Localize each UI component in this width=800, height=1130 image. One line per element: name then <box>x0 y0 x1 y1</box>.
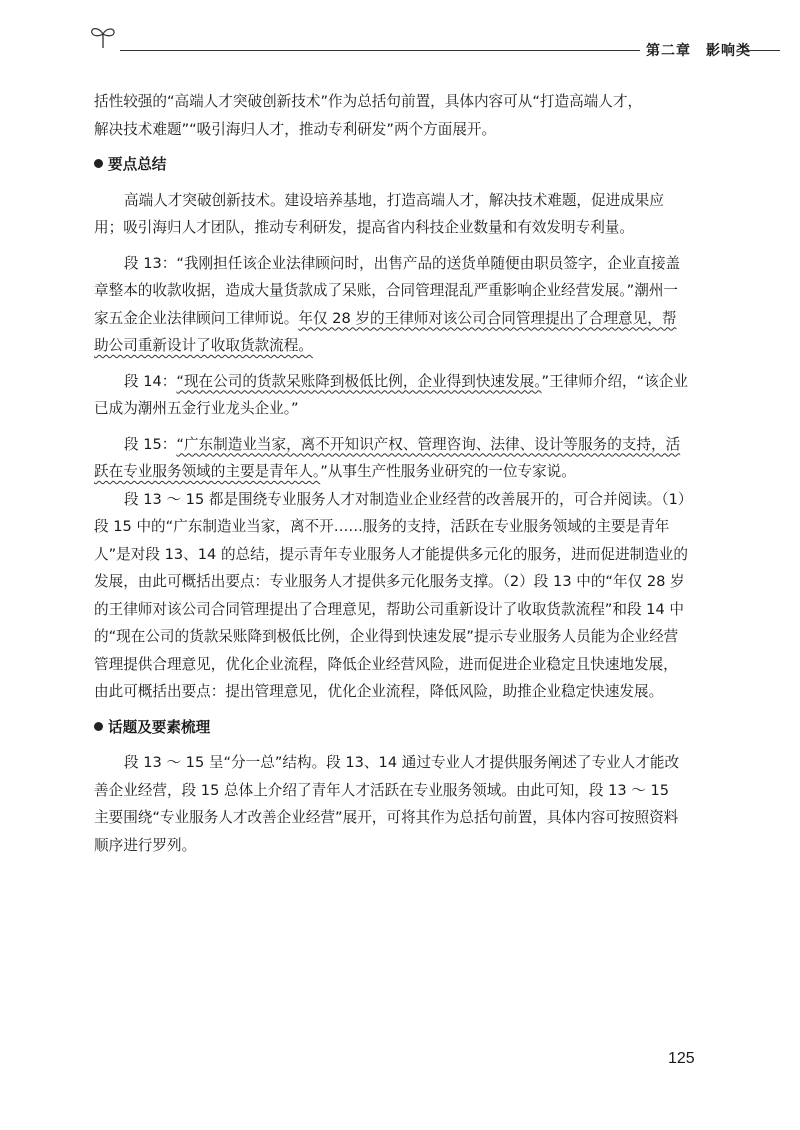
summary-text: 高端人才突破创新技术。建设培养基地，打造高端人才，解决技术难题，促进成果应用；吸引海归人才团队，推动专利研发，提高省内科技企业数量和有效发明专利量。 <box>94 191 664 236</box>
paragraph-14-text: ”王律师介绍，“该企业已成为潮州五金行业龙头企业。” <box>94 372 688 417</box>
paragraph-15-label: 段 15： <box>124 435 177 453</box>
topic-text: 段 13 ～ 15 呈“分一总”结构。段 13、14 通过专业人才提供服务阐述了专业人才能改善企业经营，段 15 总体上介绍了青年人才活跃在专业服务领域。由此可知，段 13 ～ 15 主要围绕“专业服务人才改善企业经营”展开，可将其作为总括句前置，具体内容可按照资料顺序进行罗列。 <box>94 754 680 854</box>
paragraph-13-text: 段 13：“我刚担任该企业法律顾问时，出售产品的送货单随便由职员签字，企业直接盖章整本的收款收据，造成大量货款成了呆账，合同管理混乱严重影响企业经营发展。”潮州一家五金企业法律顾问工律师说。 <box>94 254 681 327</box>
bullet-icon <box>94 159 103 168</box>
intro-line-1: 括性较强的“高端人才突破创新技术”作为总括句前置，具体内容可从“打造高端人才， <box>94 93 643 110</box>
header-rule-left <box>120 50 640 51</box>
paragraph-14-label: 段 14： <box>124 372 177 390</box>
page-number: 125 <box>668 1050 695 1067</box>
paragraph-15 <box>94 431 688 486</box>
topic-heading <box>94 714 688 742</box>
intro-line-2: 解决技术难题”“吸引海归人才，推动专利研发”两个方面展开。 <box>94 120 497 138</box>
paragraph-13 <box>94 250 688 360</box>
summary-heading <box>94 151 688 179</box>
paragraph-14-underlined: “现在公司的货款呆账降到极低比例，企业得到快速发展。 <box>176 372 542 390</box>
bullet-icon <box>94 722 103 731</box>
analysis-text: 段 13 ～ 15 都是围绕专业服务人才对制造业企业经营的改善展开的，可合并阅读。（1）段 15 中的“广东制造业当家，离不开……服务的支持，活跃在专业服务领域的主要是青年人”是对段 13、14 的总结，提示青年专业服务人才能提供多元化的服务，进而促进制造业的发展，由此可概括出要点：专业服务人才提供多元化服务支撑。（2）段 13 中的“年仅 28 岁的王律师对该公司合同管理提出了合理意见，帮助公司重新设计了收取货款流程”和段 14 中的“现在公司的货款呆账降到极低比例，企业得到快速发展”提示专业服务人员能为企业经营管理提供合理意见，优化企业流程，降低企业经营风险，进而促进企业稳定且快速地发展，由此可概括出要点：提出管理意见，优化企业流程，降低风险，助推企业稳定快速发展。 <box>94 490 688 700</box>
running-header <box>80 22 780 62</box>
paragraph-15-underlined: “广东制造业当家，离不开知识产权、管理咨询、法律、设计等服务的支持，活跃在专业服务领域的主要是青年人。 <box>94 435 681 480</box>
paragraph-14 <box>94 368 688 423</box>
chapter-title: 第二章 影响类 <box>646 43 751 59</box>
page-body <box>94 88 688 859</box>
header-rule-right <box>744 50 780 51</box>
paragraph-15-text: ”从事生产性服务业研究的一位专家说。 <box>320 463 576 480</box>
topic-heading-label: 话题及要素梳理 <box>108 718 211 736</box>
paragraph-13-underlined: 年仅 28 岁的王律师对该公司合同管理提出了合理意见，帮助公司重新设计了收取货款流程。 <box>94 309 677 354</box>
summary-heading-label: 要点总结 <box>108 156 167 173</box>
sprout-icon <box>88 24 118 50</box>
